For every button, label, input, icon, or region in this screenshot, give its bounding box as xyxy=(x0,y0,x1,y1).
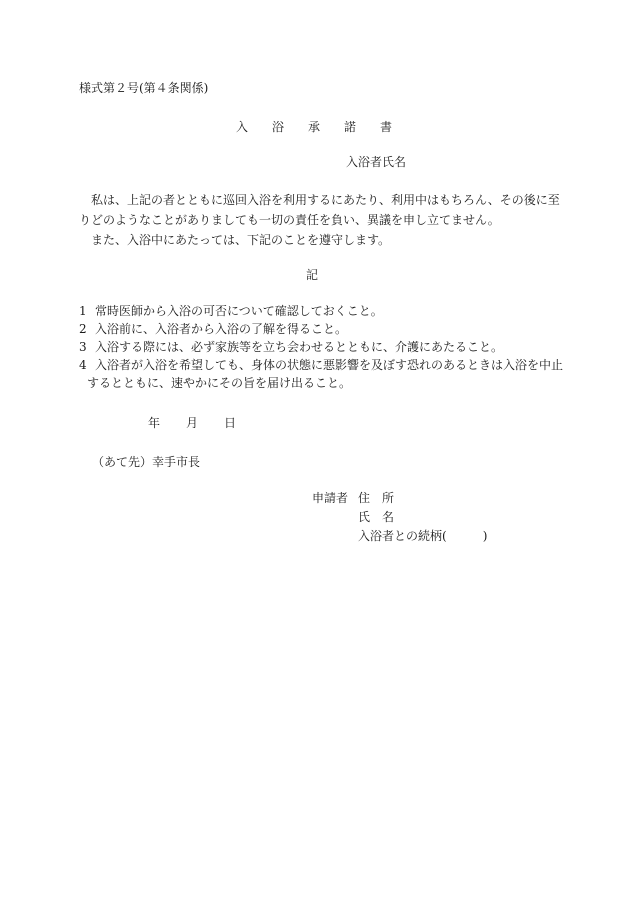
ki-heading: 記 xyxy=(306,268,319,282)
compliance-paragraph: また、入浴中にあたっては、下記のことを遵守します。 xyxy=(91,233,391,247)
date-day: 日 xyxy=(224,416,237,430)
consent-paragraph-line-1: 私は、上記の者とともに巡回入浴を利用するにあたり、利用中はもちろん、その後に至 xyxy=(91,193,560,207)
date-line xyxy=(148,413,236,433)
rule-number: 4 xyxy=(79,358,87,372)
name-label: 氏 名 xyxy=(358,510,395,524)
rule-item xyxy=(79,320,579,338)
date-year: 年 xyxy=(148,416,161,430)
rule-text: 常時医師から入浴の可否について確認しておくこと。 xyxy=(95,304,383,318)
consent-paragraph-line-2: りどのようなことがありましても一切の責任を負い、異議を申し立てません。 xyxy=(79,213,500,227)
date-month: 月 xyxy=(186,416,199,430)
addressee: （あて先）幸手市長 xyxy=(92,455,201,469)
rules-list xyxy=(79,302,579,392)
rule-item xyxy=(79,302,579,320)
rule-text: 入浴する際には、必ず家族等を立ち会わせるとともに、介護にあたること。 xyxy=(95,340,504,354)
address-label: 住 所 xyxy=(358,491,395,505)
rule-text: 入浴者が入浴を希望しても、身体の状態に悪影響を及ぼす恐れのあるときは入浴を中止 xyxy=(95,358,564,372)
document-title: 入浴承諾書 xyxy=(236,120,417,134)
form-number: 様式第２号(第４条関係) xyxy=(79,81,209,95)
rule-number: 1 xyxy=(79,304,87,318)
applicant-label: 申請者 xyxy=(312,491,349,505)
rule-text: 入浴前に、入浴者から入浴の了解を得ること。 xyxy=(95,322,348,336)
relation-label-text: 入浴者との続柄( xyxy=(358,529,447,543)
rule-item xyxy=(79,338,579,356)
rule-number: 2 xyxy=(79,322,87,336)
relation-label xyxy=(358,526,487,546)
relation-close-paren: ) xyxy=(482,529,488,543)
consent-body xyxy=(79,190,579,250)
rule-item xyxy=(79,356,579,374)
rule-continuation: するとともに、速やかにその旨を届け出ること。 xyxy=(87,376,352,390)
bather-name-label: 入浴者氏名 xyxy=(346,155,407,169)
rule-number: 3 xyxy=(79,340,87,354)
